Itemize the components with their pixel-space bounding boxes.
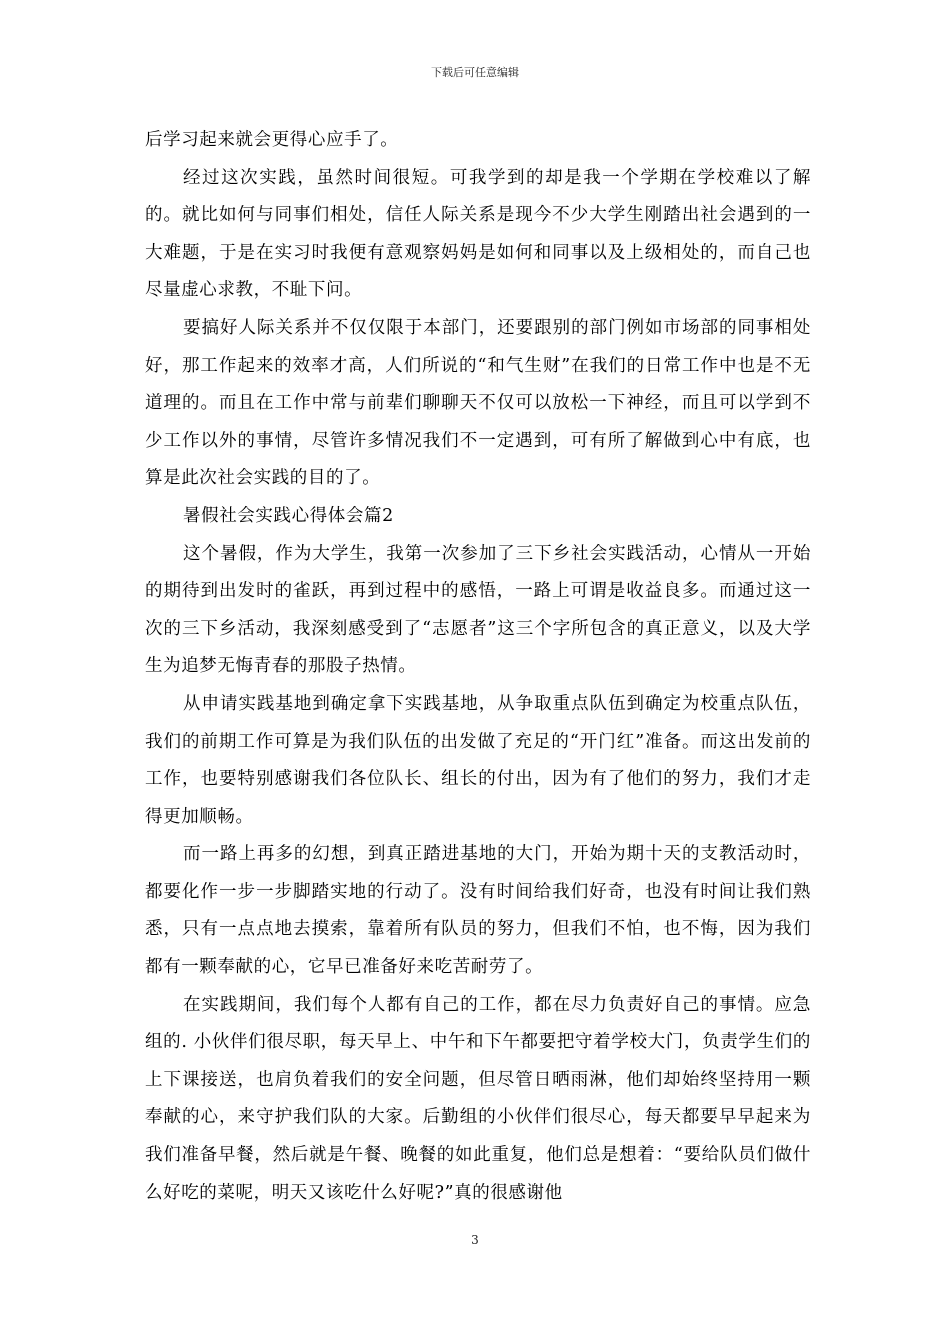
paragraph: 经过这次实践，虽然时间很短。可我学到的却是我一个学期在学校难以了解的。就比如何与同事们相处，信任人际关系是现今不少大学生刚踏出社会遇到的一大难题，于是在实习时我便有意观察妈妈是如何和同事以及上级相处的，而自己也尽量虚心求教，不耻下问。	[145, 167, 811, 301]
paragraph: 在实践期间，我们每个人都有自己的工作，都在尽力负责好自己的事情。应急组的. 小伙伴们很尽职，每天早上、中午和下午都要把守着学校大门，负责学生们的上下课接送，也肩负着我们的安全问题，但尽管日晒雨淋，他们却始终坚持用一颗奉献的心，来守护我们队的大家。后勤组的小伙伴们很尽心，每天都要早早起来为我们准备早餐，然后就是午餐、晚餐的如此重复，他们总是想着：“要给队员们做什么好吃的菜呢，明天又该吃什么好呢?”真的很感谢他	[145, 994, 811, 1203]
paragraph: 而一路上再多的幻想，到真正踏进基地的大门，开始为期十天的支教活动时，都要化作一步一步脚踏实地的行动了。没有时间给我们好奇，也没有时间让我们熟悉，只有一点点地去摸索，靠着所有队员的努力，但我们不怕，也不悔，因为我们都有一颗奉献的心，它早已准备好来吃苦耐劳了。	[145, 844, 811, 978]
paragraph: 从申请实践基地到确定拿下实践基地，从争取重点队伍到确定为校重点队伍，我们的前期工作可算是为我们队伍的出发做了充足的“开门红”准备。而这出发前的工作，也要特别感谢我们各位队长、组长的付出，因为有了他们的努力，我们才走得更加顺畅。	[145, 693, 811, 827]
page-header: 下载后可任意编辑	[431, 66, 519, 79]
section-heading: 暑假社会实践心得体会篇2	[183, 505, 394, 526]
paragraph-continuation: 后学习起来就会更得心应手了。	[145, 130, 399, 150]
document-body	[145, 122, 811, 1212]
page-number: 3	[471, 1233, 479, 1247]
paragraph: 这个暑假，作为大学生，我第一次参加了三下乡社会实践活动，心情从一开始的期待到出发时的雀跃，再到过程中的感悟，一路上可谓是收益良多。而通过这一次的三下乡活动，我深刻感受到了“志愿者”这三个字所包含的真正意义，以及大学生为追梦无悔青春的那股子热情。	[145, 543, 811, 677]
paragraph: 要搞好人际关系并不仅仅限于本部门，还要跟别的部门例如市场部的同事相处好，那工作起来的效率才高，人们所说的“和气生财”在我们的日常工作中也是不无道理的。而且在工作中常与前辈们聊聊天不仅可以放松一下神经，而且可以学到不少工作以外的事情，尽管许多情况我们不一定遇到，可有所了解做到心中有底，也算是此次社会实践的目的了。	[145, 317, 811, 489]
